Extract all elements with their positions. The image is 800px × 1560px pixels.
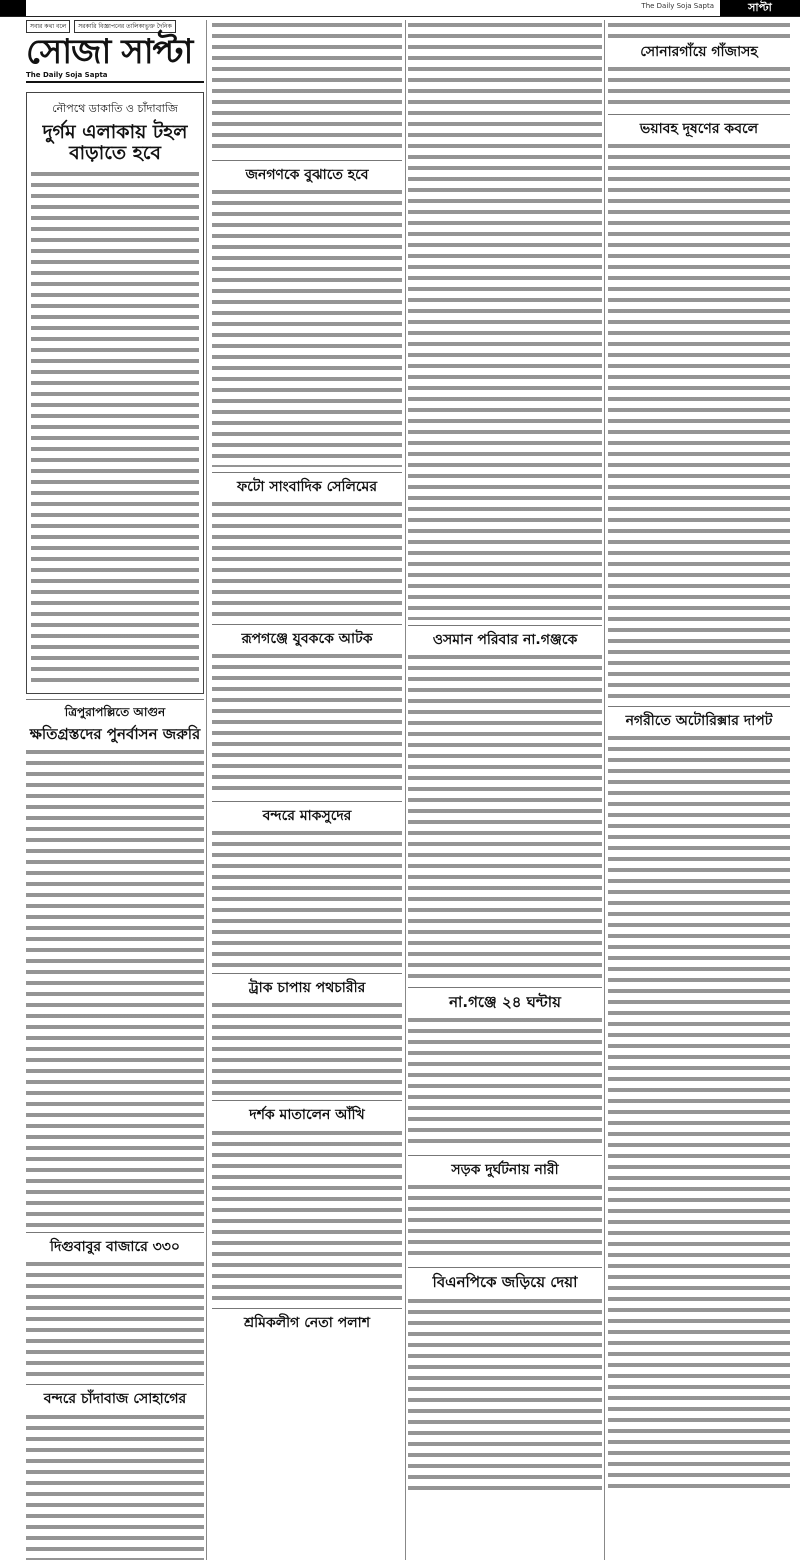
article-body xyxy=(212,1000,402,1095)
divider xyxy=(608,706,790,707)
masthead-chip: সরকারি বিজ্ঞাপনের তালিকাভুক্ত দৈনিক xyxy=(74,20,176,33)
article-body xyxy=(408,20,602,620)
divider xyxy=(212,973,402,974)
article-headline: ক্ষতিগ্রস্তদের পুনর্বাসন জরুরি xyxy=(29,725,201,744)
article-body xyxy=(608,20,790,38)
top-right-brand: সাপ্টা xyxy=(720,0,800,16)
masthead-divider xyxy=(26,81,204,83)
column-3 xyxy=(408,20,602,1560)
top-strip xyxy=(0,0,800,17)
article-headline: ওসমান পরিবার না.গঞ্জকে xyxy=(432,632,578,648)
article-body xyxy=(408,1015,602,1150)
article-headline: নগরীতে অটোরিক্সার দাপট xyxy=(625,713,773,730)
article-headline: সড়ক দুর্ঘটনায় নারী xyxy=(451,1162,559,1179)
article-body xyxy=(408,1296,602,1496)
article-headline: ট্রাক চাপায় পথচারীর xyxy=(248,980,366,997)
divider xyxy=(212,1100,402,1101)
lead-story xyxy=(26,92,204,694)
article-headline: শ্রমিকলীগ নেতা পলাশ xyxy=(244,1314,370,1331)
divider xyxy=(408,1155,602,1156)
article-body xyxy=(608,733,790,1493)
newspaper-english-name: The Daily Soja Sapta xyxy=(26,71,108,79)
article-headline: দিগুবাবুর বাজারে ৩৩০ xyxy=(50,1239,180,1256)
article-headline: ভয়াবহ দূষণের কবলে xyxy=(639,121,759,138)
column-2 xyxy=(212,20,402,1560)
divider xyxy=(212,801,402,802)
column-rule xyxy=(405,20,406,1560)
divider xyxy=(608,114,790,115)
article-headline: বন্দরে মাকসুদের xyxy=(262,808,352,825)
corner-mark xyxy=(0,0,26,16)
article-headline: সোনারগাঁয়ে গাঁজাসহ xyxy=(640,44,758,60)
divider xyxy=(408,625,602,626)
article-headline: বন্দরে চাঁদাবাজ সোহাগের xyxy=(43,1391,187,1408)
divider xyxy=(212,160,402,161)
top-right-site: The Daily Soja Sapta xyxy=(641,2,714,10)
lead-headline: দুর্গম এলাকায় টহল বাড়াতে হবে xyxy=(42,120,188,165)
article-body xyxy=(212,20,402,155)
divider xyxy=(408,1267,602,1268)
article-body xyxy=(212,828,402,968)
divider xyxy=(212,624,402,625)
article-body xyxy=(26,1412,204,1560)
article-headline: ফটো সাংবাদিক সেলিমের xyxy=(236,479,378,496)
article-body xyxy=(608,64,790,109)
article-body xyxy=(31,169,199,689)
lead-kicker: নৌপথে ডাকাতি ও চাঁদাবাজি xyxy=(52,102,178,115)
divider xyxy=(212,472,402,473)
masthead xyxy=(26,20,204,90)
divider xyxy=(26,699,204,700)
article-body xyxy=(408,1182,602,1262)
column-1 xyxy=(26,92,204,1560)
newspaper-name: সোজা সাপ্টা xyxy=(26,32,193,72)
divider xyxy=(212,1308,402,1309)
article-headline: ত্রিপুরাপল্লিতে আগুন xyxy=(64,705,166,720)
article-body xyxy=(212,187,402,467)
divider xyxy=(408,987,602,988)
divider xyxy=(26,1384,204,1385)
article-headline: জনগণকে বুঝাতে হবে xyxy=(245,167,369,183)
column-rule xyxy=(604,20,605,1560)
article-body xyxy=(26,747,204,1227)
article-body xyxy=(408,652,602,982)
article-body xyxy=(212,499,402,619)
divider xyxy=(26,1232,204,1233)
column-rule xyxy=(206,20,207,1560)
article-body xyxy=(212,1128,402,1303)
article-headline: দর্শক মাতালেন আঁখি xyxy=(249,1107,365,1124)
article-body xyxy=(26,1259,204,1379)
column-4 xyxy=(608,20,790,1560)
article-headline: রূপগঞ্জে যুবককে আটক xyxy=(241,631,373,648)
article-headline: বিএনপিকে জড়িয়ে দেয়া xyxy=(432,1273,578,1292)
article-body xyxy=(608,141,790,701)
article-body xyxy=(212,651,402,796)
article-headline: না.গঞ্জে ২৪ ঘন্টায় xyxy=(449,993,561,1012)
masthead-chip: সবার কথা বলে xyxy=(26,20,70,33)
